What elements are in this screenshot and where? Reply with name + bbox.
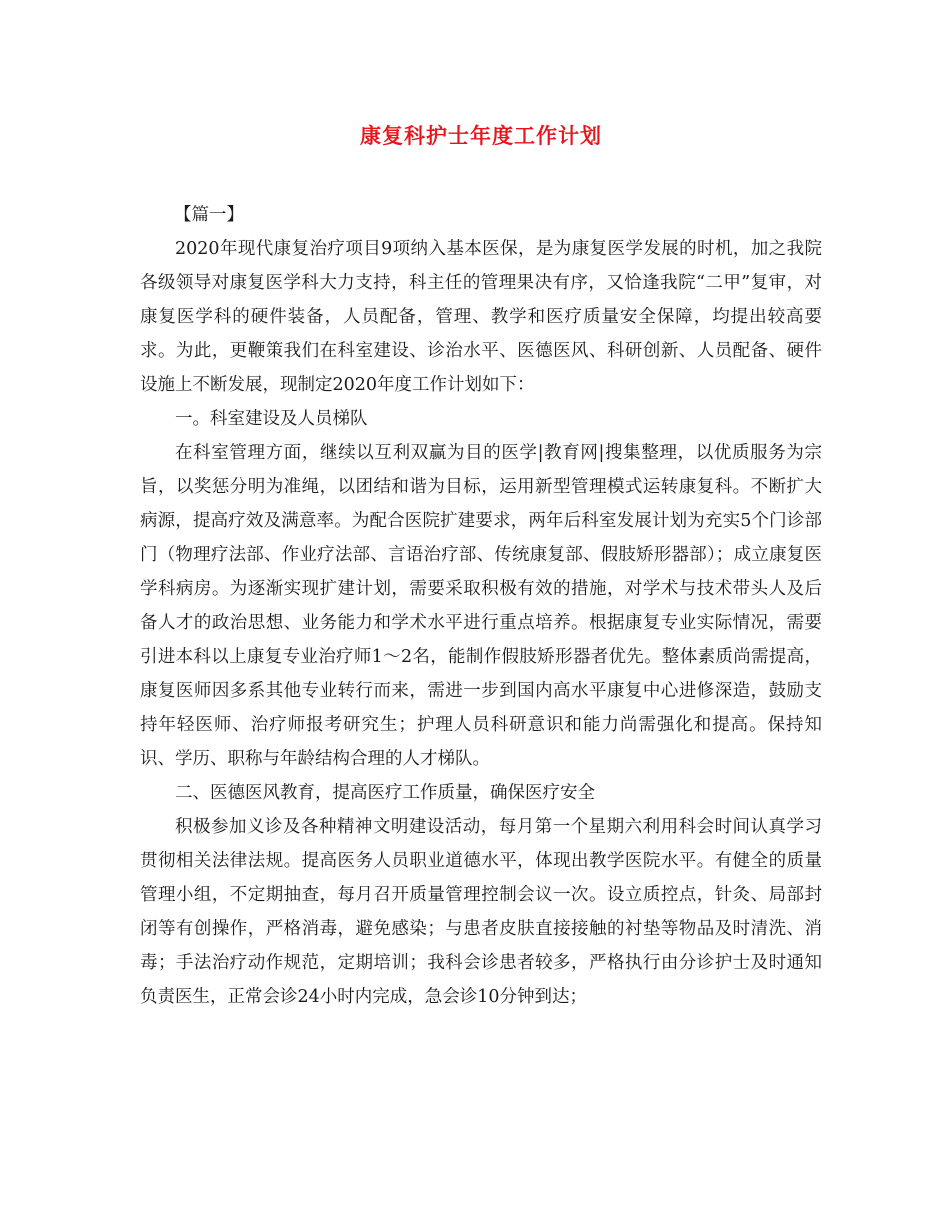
section-heading-2: 二、医德医风教育，提高医疗工作质量，确保医疗安全 (175, 783, 595, 803)
section-heading-1: 一。科室建设及人员梯队 (175, 409, 368, 429)
paragraph-1: 在科室管理方面，继续以互利双赢为目的医学|教育网|搜集整理，以优质服务为宗旨，以奖惩分明为准绳，以团结和谐为目标，运用新型管理模式运转康复科。不断扩大病源，提高疗效及满意率。为配合医院扩建要求，两年后科室发展计划为充实5个门诊部门（物理疗法部、作业疗法部、言语治疗部、传统康复部、假肢矫形器部）；成立康复医学科病房。为逐渐实现扩建计划，需要采取积极有效的措施，对学术与技术带头人及后备人才的政治思想、业务能力和学术水平进行重点培养。根据康复专业实际情况，需要引进本科以上康复专业治疗师1～2名，能制作假肢矫形器者优先。整体素质尚需提高，康复医师因多系其他专业转行而来，需进一步到国内高水平康复中心进修深造，鼓励支持年轻医师、治疗师报考研究生；护理人员科研意识和能力尚需强化和提高。保持知识、学历、职称与年龄结构合理的人才梯队。 (140, 443, 822, 769)
paragraph-2: 积极参加义诊及各种精神文明建设活动，每月第一个星期六利用科会时间认真学习贯彻相关法律法规。提高医务人员职业道德水平，体现出教学医院水平。有健全的质量管理小组，不定期抽查，每月召开质量管理控制会议一次。设立质控点，针灸、局部封闭等有创操作，严格消毒，避免感染；与患者皮肤直接接触的衬垫等物品及时清洗、消毒；手法治疗动作规范，定期培训；我科会诊患者较多，严格执行由分诊护士及时通知负责医生，正常会诊24小时内完成，急会诊10分钟到达； (140, 817, 822, 1007)
section-label: 【篇一】 (174, 205, 244, 225)
document-title: 康复科护士年度工作计划 (360, 123, 602, 148)
intro-paragraph: 2020年现代康复治疗项目9项纳入基本医保，是为康复医学发展的时机，加之我院各级领导对康复医学科大力支持，科主任的管理果决有序，又恰逢我院“二甲”复审，对康复医学科的硬件装备，人员配备，管理、教学和医疗质量安全保障，均提出较高要求。为此，更鞭策我们在科室建设、诊治水平、医德医风、科研创新、人员配备、硬件设施上不断发展，现制定2020年度工作计划如下： (140, 239, 822, 395)
